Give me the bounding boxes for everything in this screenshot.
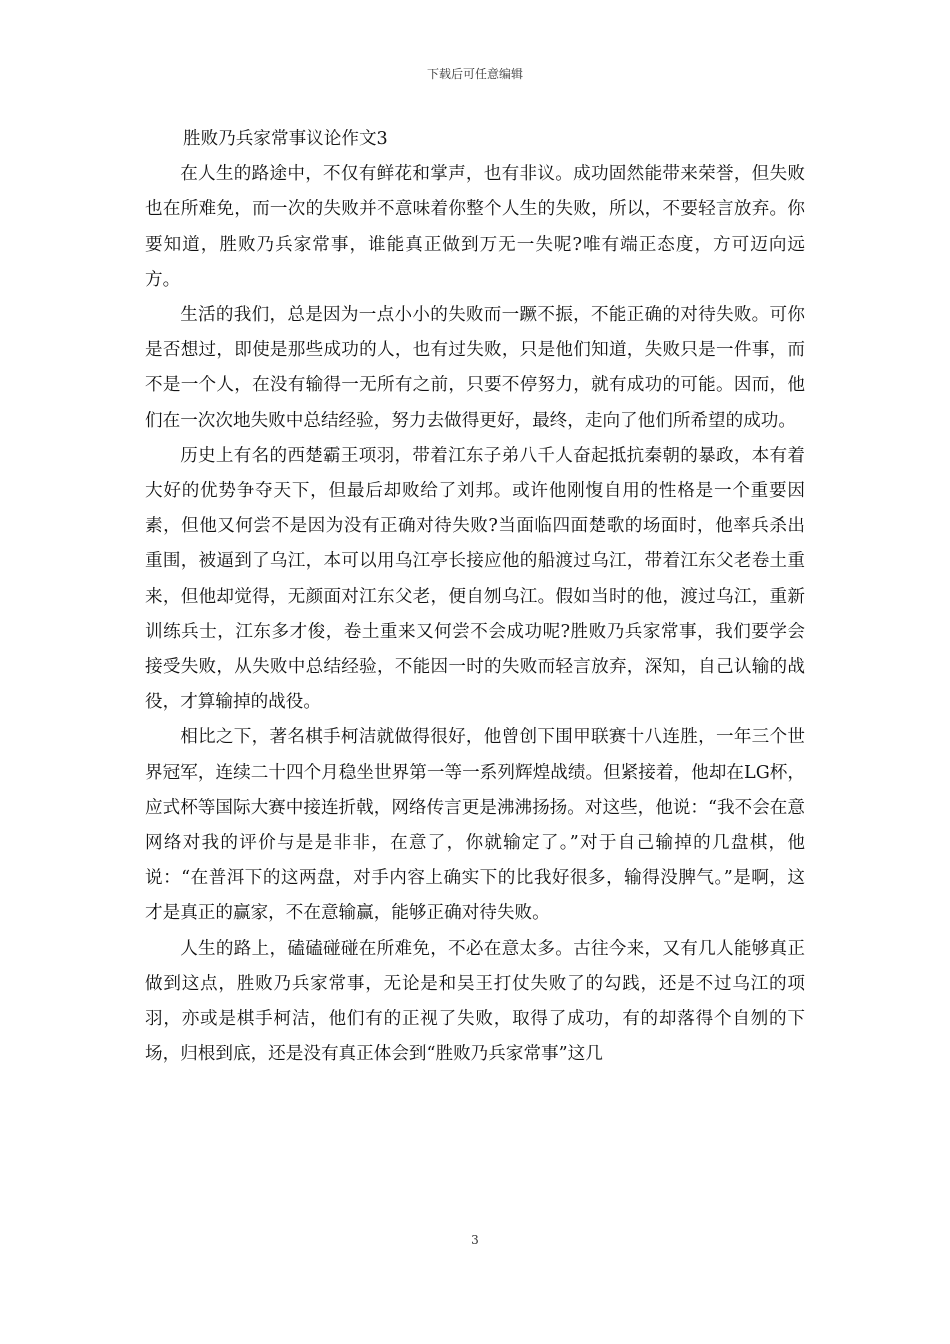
paragraph-2: 生活的我们，总是因为一点小小的失败而一蹶不振，不能正确的对待失败。可你是否想过，即使是那些成功的人，也有过失败，只是他们知道，失败只是一件事，而不是一个人，在没有输得一无所有之前，只要不停努力，就有成功的可能。因而，他们在一次次地失败中总结经验，努力去做得更好，最终，走向了他们所希望的成功。 — [145, 305, 805, 431]
document-title: 胜败乃兵家常事议论作文3 — [183, 129, 388, 149]
paragraph-5: 人生的路上，磕磕碰碰在所难免，不必在意太多。古往今来，又有几人能够真正做到这点，胜败乃兵家常事，无论是和吴王打仗失败了的勾践，还是不过乌江的项羽，亦或是棋手柯洁，他们有的正视了失败，取得了成功，有的却落得个自刎的下场，归根到底，还是没有真正体会到“胜败乃兵家常事”这几 — [145, 938, 805, 1065]
paragraph-3: 历史上有名的西楚霸王项羽，带着江东子弟八千人奋起抵抗秦朝的暴政，本有着大好的优势争夺天下，但最后却败给了刘邦。或许他刚愎自用的性格是一个重要因素，但他又何尝不是因为没有正确对待失败?当面临四面楚歌的场面时，他率兵杀出重围，被逼到了乌江，本可以用乌江亭长接应他的船渡过乌江，带着江东父老卷土重来，但他却觉得，无颜面对江东父老，便自刎乌江。假如当时的他，渡过乌江，重新训练兵士，江东多才俊，卷土重来又何尝不会成功呢?胜败乃兵家常事，我们要学会接受失败，从失败中总结经验，不能因一时的失败而轻言放弃，深知，自己认输的战役，才算输掉的战役。 — [145, 445, 805, 713]
page-header: 下载后可任意编辑 — [426, 67, 523, 81]
paragraph-1: 在人生的路途中，不仅有鲜花和掌声，也有非议。成功固然能带来荣誉，但失败也在所难免，而一次的失败并不意味着你整个人生的失败，所以，不要轻言放弃。你要知道，胜败乃兵家常事，谁能真正做到万无一失呢?唯有端正态度，方可迈向远方。 — [145, 164, 805, 290]
page-number: 3 — [471, 1233, 479, 1247]
paragraph-4: 相比之下，著名棋手柯洁就做得很好，他曾创下围甲联赛十八连胜，一年三个世界冠军，连续二十四个月稳坐世界第一等一系列辉煌战绩。但紧接着，他却在LG杯，应式杯等国际大赛中接连折戟，网络传言更是沸沸扬扬。对这些，他说：“我不会在意网络对我的评价与是是非非，在意了，你就输定了。”对于自己输掉的几盘棋，他说：“在普洱下的这两盘，对手内容上确实下的比我好很多，输得没脾气。”是啊，这才是真正的赢家，不在意输赢，能够正确对待失败。 — [145, 727, 805, 924]
document-body — [145, 122, 805, 1072]
